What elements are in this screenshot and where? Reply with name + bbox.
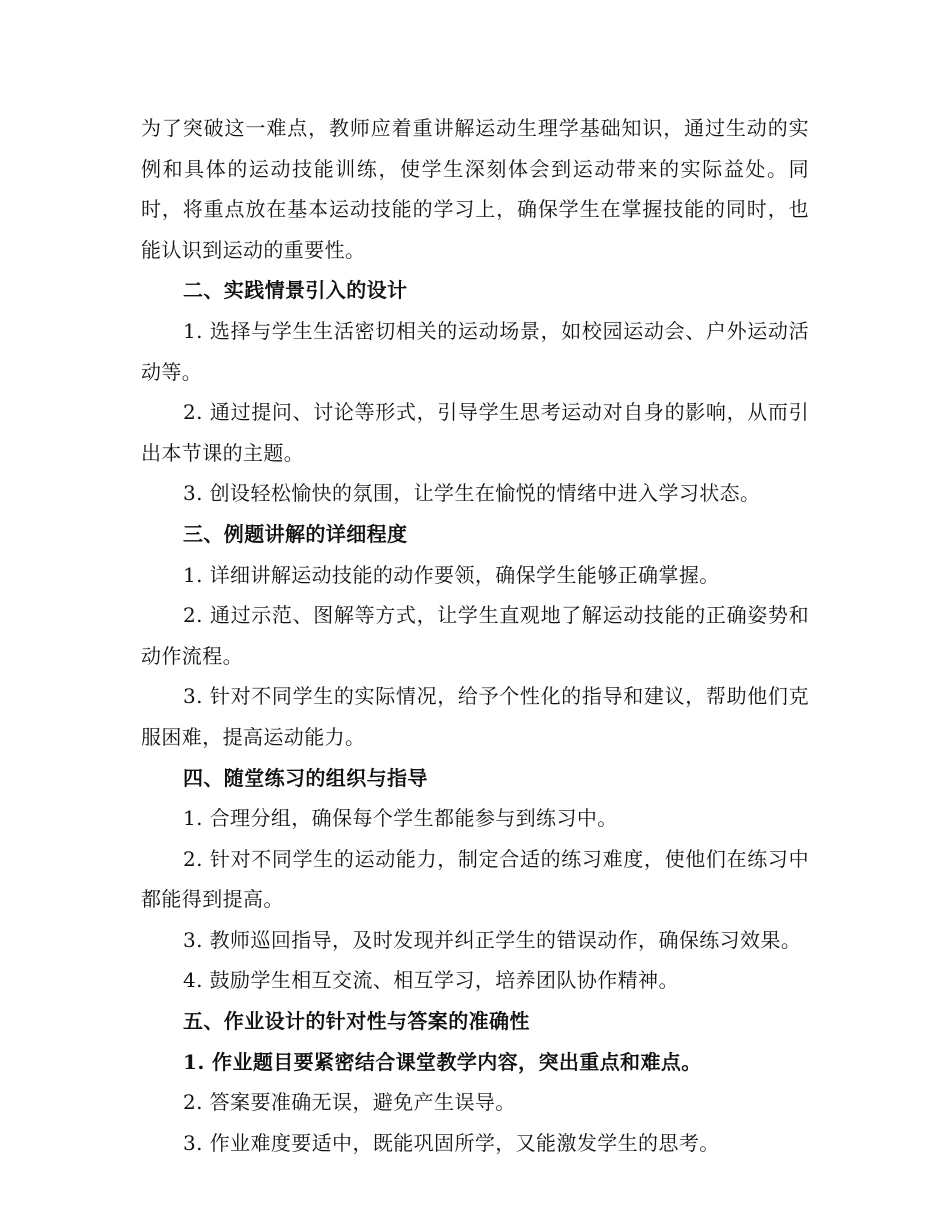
list-item: 3. 作业难度要适中，既能巩固所学，又能激发学生的思考。 (183, 1130, 720, 1155)
list-item: 1. 合理分组，确保每个学生都能参与到练习中。 (183, 806, 618, 831)
list-item-bold: 1. 作业题目要紧密结合课堂教学内容，突出重点和难点。 (183, 1049, 702, 1074)
list-item: 2. 答案要准确无误，避免产生误导。 (183, 1090, 516, 1115)
list-item: 3. 教师巡回指导，及时发现并纠正学生的错误动作，确保练习效果。 (183, 927, 802, 952)
section-heading-5: 五、作业设计的针对性与答案的准确性 (183, 1009, 530, 1034)
list-item: 3. 创设轻松愉快的氛围，让学生在愉悦的情绪中进入学习状态。 (183, 481, 761, 506)
section-heading-2: 二、实践情景引入的设计 (183, 278, 408, 303)
document-body (141, 108, 809, 1163)
list-item: 2. 通过提问、讨论等形式，引导学生思考运动对自身的影响，从而引出本节课的主题。 (141, 400, 809, 465)
section-heading-3: 三、例题讲解的详细程度 (183, 521, 408, 546)
list-item: 2. 通过示范、图解等方式，让学生直观地了解运动技能的正确姿势和动作流程。 (141, 603, 809, 668)
list-item: 1. 详细讲解运动技能的动作要领，确保学生能够正确掌握。 (183, 562, 720, 587)
body-paragraph: 为了突破这一难点，教师应着重讲解运动生理学基础知识，通过生动的实例和具体的运动技能训练，使学生深刻体会到运动带来的实际益处。同时，将重点放在基本运动技能的学习上，确保学生在掌握技能的同时，也能认识到运动的重要性。 (141, 116, 809, 262)
list-item: 2. 针对不同学生的运动能力，制定合适的练习难度，使他们在练习中都能得到提高。 (141, 846, 809, 912)
list-item: 3. 针对不同学生的实际情况，给予个性化的指导和建议，帮助他们克服困难，提高运动能力。 (141, 684, 809, 749)
list-item: 4. 鼓励学生相互交流、相互学习，培养团队协作精神。 (183, 968, 679, 993)
list-item: 1. 选择与学生生活密切相关的运动场景，如校园运动会、户外运动活动等。 (141, 318, 809, 384)
section-heading-4: 四、随堂练习的组织与指导 (183, 765, 428, 790)
